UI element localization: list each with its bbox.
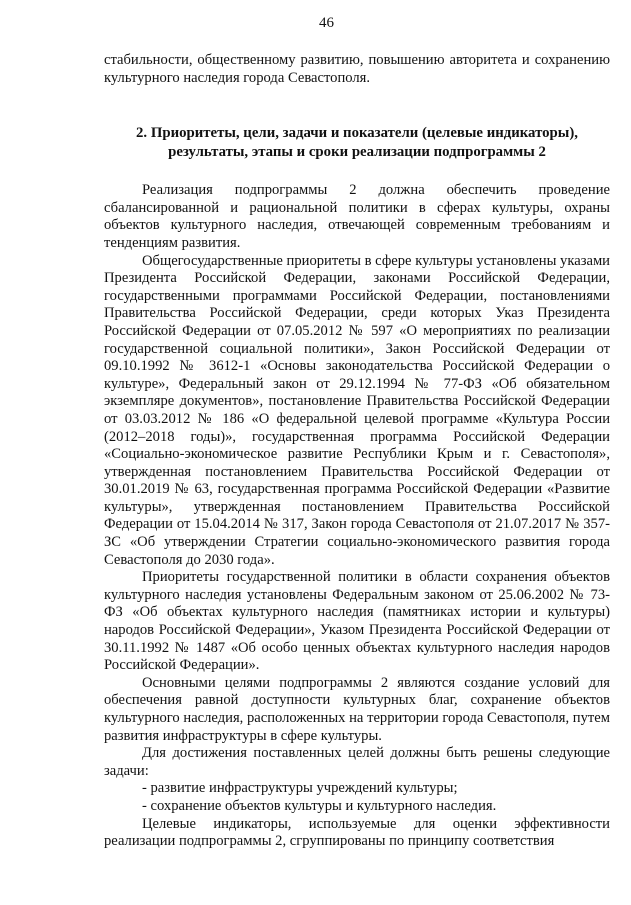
paragraph-heritage-priorities: Приоритеты государственной политики в области сохранения объектов культурного наследия установлены Федеральным законом от 25.06.2002 № 73-ФЗ «Об объектах культурного наследия (памятниках истории и культуры) народов Российской Федерации», Указом Президента Российской Федерации от 30.11.1992 № 1487 «Об особо ценных объектах культурного наследия народов Российской Федерации». — [104, 569, 610, 674]
paragraph-implementation: Реализация подпрограммы 2 должна обеспечить проведение сбалансированной и рациональной политики в сферах культуры, охраны объектов культурного наследия, отвечающей современным требованиям и тенденциям развития. — [104, 182, 610, 251]
section-heading: 2. Приоритеты, цели, задачи и показатели (целевые индикаторы), результаты, этапы и сроки реализации подпрограммы 2 — [136, 125, 578, 160]
paragraph-goals: Основными целями подпрограммы 2 являются создание условий для обеспечения равной доступности культурных благ, сохранение объектов культурного наследия, расположенных на территории города Севастополя, путем развития инфраструктуры в сфере культуры. — [104, 674, 610, 744]
paragraph-tasks-intro: Для достижения поставленных целей должны быть решены следующие задачи: — [104, 745, 610, 779]
task-item: - развитие инфраструктуры учреждений культуры; — [142, 780, 458, 797]
intro-continuation-paragraph: стабильности, общественному развитию, повышению авторитета и сохранению культурного наследия города Севастополя. — [104, 52, 610, 86]
task-item: - сохранение объектов культуры и культурного наследия. — [142, 797, 497, 814]
paragraph-indicators: Целевые индикаторы, используемые для оценки эффективности реализации подпрограммы 2, сгруппированы по принципу соответствия — [104, 815, 610, 850]
paragraph-priorities: Общегосударственные приоритеты в сфере культуры установлены указами Президента Российской Федерации, законами Российской Федерации, государственными программами Российской Федерации, постановлениями Правительства Российской Федерации, среди которых Указ Президента Российской Федерации от 07.05.2012 № 597 «О мероприятиях по реализации государственной социальной политики», Закон Российской Федерации от 09.10.1992 № 3612-1 «Основы законодательства Российской Федерации о культуре», Федеральный закон от 29.12.1994 № 77-ФЗ «Об обязательном экземпляре документов», постановление Правительства Российской Федерации от 03.03.2012 № 186 «О федеральной целевой программе «Культура России (2012–2018 годы)», государственная программа Российской Федерации «Социально-экономическое развитие Республики Крым и г. Севастополя», утвержденная постановлением Правительства Российской Федерации от 30.01.2019 № 63, государственная программа Российской Федерации «Развитие культуры», утвержденная постановлением Правительства Российской Федерации от 15.04.2014 № 317, Закон города Севастополя от 21.07.2017 № 357-ЗС «Об утверждении Стратегии социально-экономического развития города Севастополя до 2030 года». — [104, 252, 610, 568]
page-number: 46 — [319, 15, 334, 31]
document-body — [104, 52, 610, 851]
